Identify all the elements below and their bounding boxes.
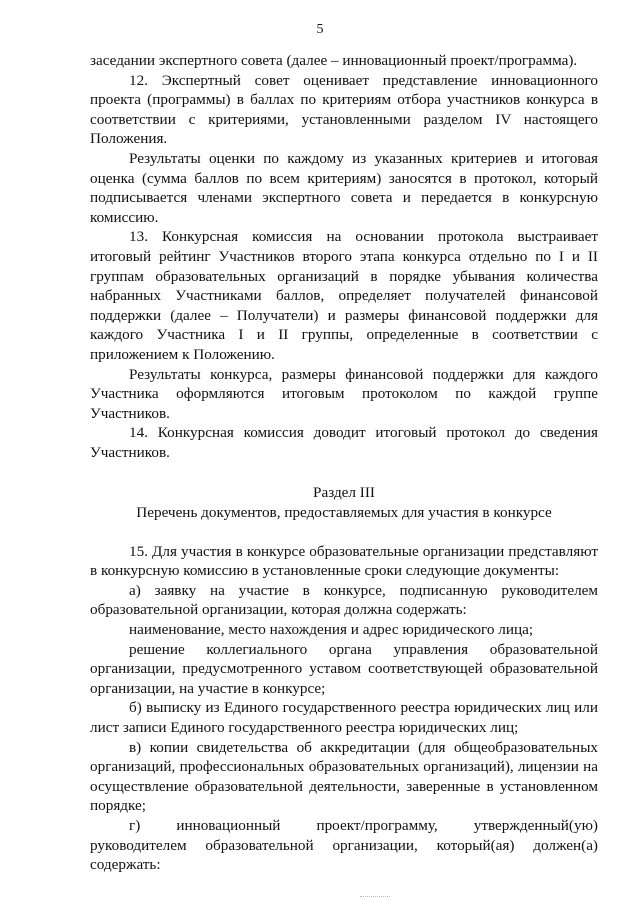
- list-subitem-decision: решение коллегиального органа управления образовательной организации, предусмотренного уставом соответствующей образовательной организации, на участие в конкурсе;: [90, 640, 598, 697]
- paragraph-contest-results: Результаты конкурса, размеры финансовой поддержки для каждого Участника оформляются итоговым протоколом по каждой группе Участников.: [90, 365, 598, 422]
- paragraph-item-15: 15. Для участия в конкурсе образовательные организации представляют в конкурсную комиссию в установленные сроки следующие документы:: [90, 542, 598, 580]
- page-number: 5: [316, 22, 324, 37]
- paragraph-item-13: 13. Конкурсная комиссия на основании протокола выстраивает итоговый рейтинг Участников второго этапа конкурса отдельно по I и II группам образовательных организаций в порядке убывания количества набранных Участниками баллов, определяет получателей финансовой поддержки (далее – Получатели) и размеры финансовой поддержки для каждого Участника I и II группы, определенные в соответствии с приложением к Положению.: [90, 228, 598, 363]
- list-item-a: а) заявку на участие в конкурсе, подписанную руководителем образовательной организации, которая должна содержать:: [90, 581, 598, 619]
- list-item-b: б) выписку из Единого государственного реестра юридических лиц или лист записи Единого государственного реестра юридических лиц;: [90, 699, 598, 736]
- section-heading: Раздел III: [313, 484, 375, 502]
- paragraph-item-12: 12. Экспертный совет оценивает представление инновационного проекта (программы) в баллах по критериям отбора участников конкурса в соответствии с критериями, установленными разделом IV настоящего Положения.: [90, 71, 598, 148]
- list-item-g: г) инновационный проект/программу, утвержденный(ую) руководителем образовательной организации, который(ая) должен(а) содержать:: [90, 816, 598, 874]
- paragraph-evaluation-results: Результаты оценки по каждому из указанных критериев и итоговая оценка (сумма баллов по всем критериям) заносятся в протокол, который подписывается членами экспертного совета и передается в конкурсную комиссию.: [90, 149, 598, 226]
- paragraph-item-14: 14. Конкурсная комиссия доводит итоговый протокол до сведения Участников.: [90, 424, 598, 461]
- scan-artifact: [360, 896, 390, 899]
- list-subitem-name: наименование, место нахождения и адрес юридического лица;: [129, 621, 534, 639]
- document-body: [90, 51, 598, 875]
- list-item-v: в) копии свидетельства об аккредитации (для общеобразовательных организаций, профессиональных образовательных организаций), лицензии на осуществление образовательной деятельности, заверенные в установленном порядке;: [90, 738, 598, 815]
- paragraph-continuation: заседании экспертного совета (далее – инновационный проект/программа).: [90, 52, 578, 69]
- section-title: Перечень документов, предоставляемых для участия в конкурсе: [136, 504, 552, 522]
